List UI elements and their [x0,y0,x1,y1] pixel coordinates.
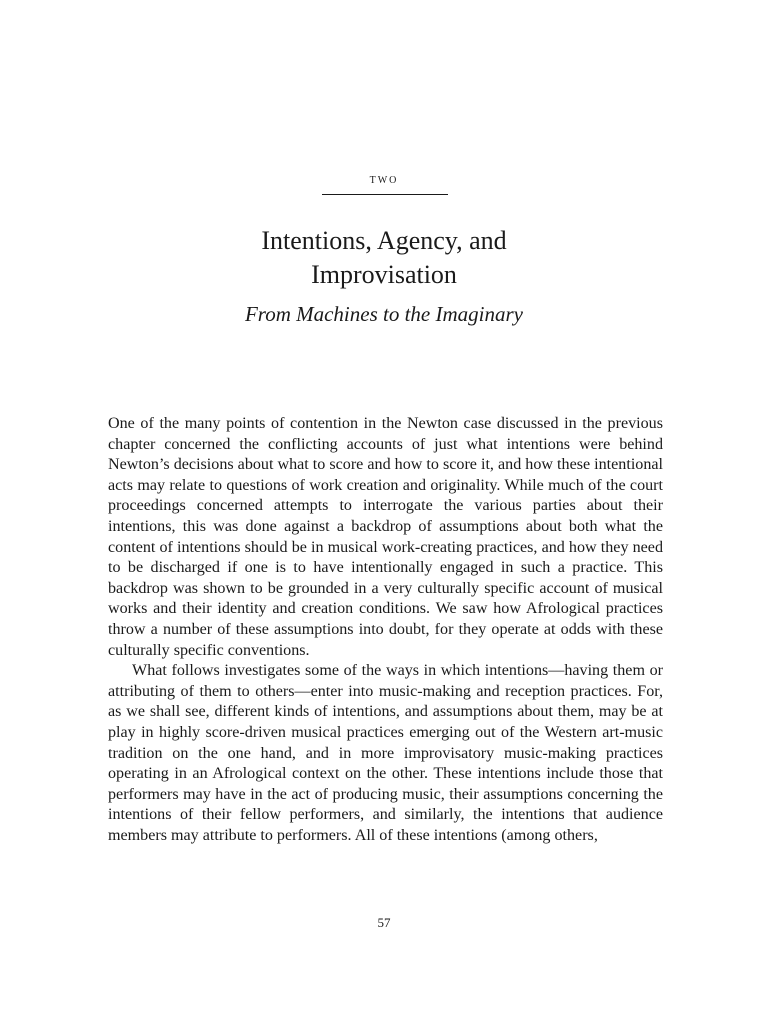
chapter-subtitle: From Machines to the Imaginary [244,302,523,326]
page-number: 57 [377,915,391,930]
body-text [108,414,663,846]
chapter-number: two [369,172,399,187]
chapter-title [0,224,768,292]
chapter-rule [322,194,448,195]
paragraph-1: One of the many points of contention in the Newton case discussed in the previous chapter concerned the conflicting accounts of just what intentions were behind Newton’s decisions about what to score and how to score it, and how these intentional acts may relate to questions of work creation and originality. While much of the court proceedings concerned attempts to interrogate the various parties about their intentions, this was done against a backdrop of assumptions about both what the content of intentions should be in musical work-creating practices, and how they need to be discharged if one is to have intentionally engaged in such a practice. This backdrop was shown to be grounded in a very culturally specific account of musical works and their identity and creation conditions. We saw how Afrological practices throw a number of these assumptions into doubt, for they operate at odds with these culturally specific conventions. [108,415,663,659]
paragraph-2: What follows investigates some of the ways in which intentions—having them or attributing of them to others—enter into music-making and reception practices. For, as we shall see, different kinds of intentions, and assumptions about them, may be at play in highly score-driven musical practices emerging out of the Western art-music tradition on the one hand, and in more improvisatory music-making practices operating in an Afrological context on the other. These intentions include those that performers may have in the act of producing music, their assumptions concerning the intentions of their fellow performers, and similarly, the intentions that audience members may attribute to performers. All of these intentions (among others, [108,662,663,844]
chapter-title-line-2: Improvisation [311,260,457,289]
chapter-title-line-1: Intentions, Agency, and [261,226,507,255]
